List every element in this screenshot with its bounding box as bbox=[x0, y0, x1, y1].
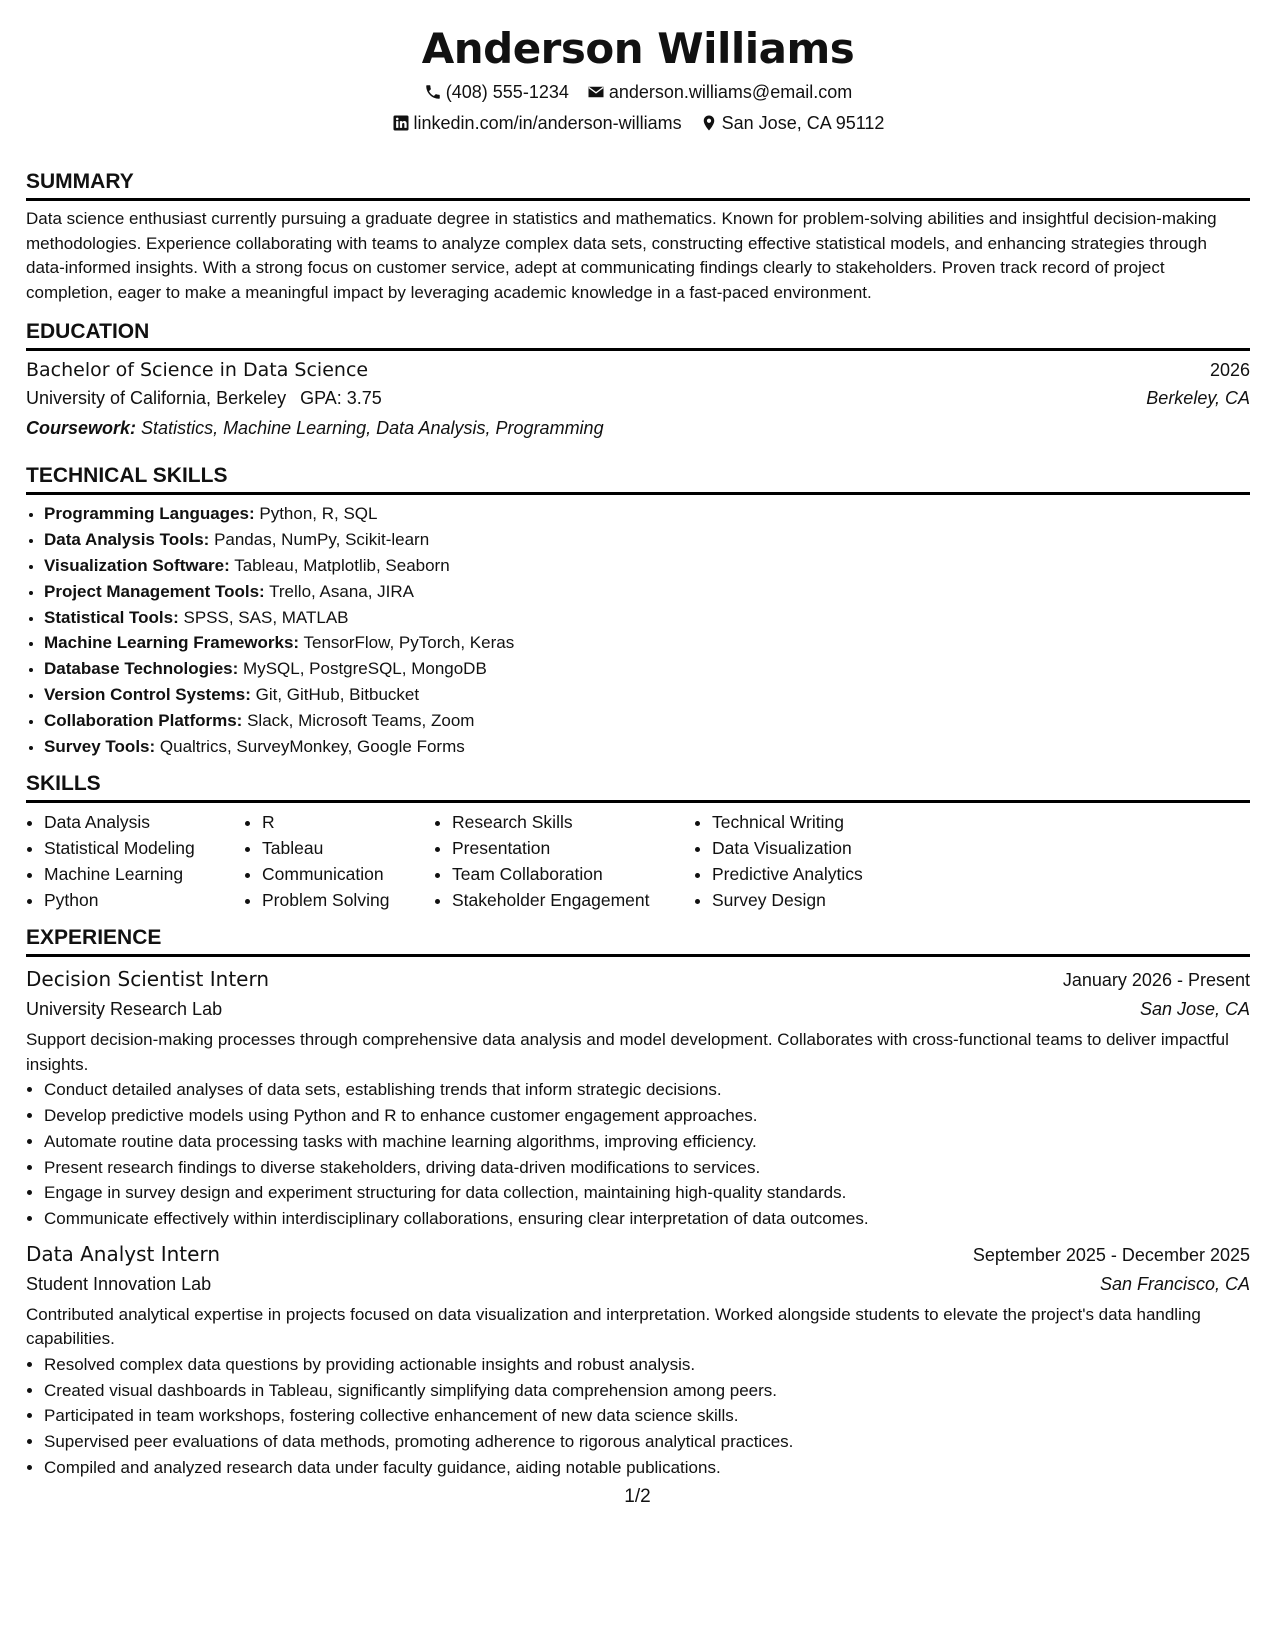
job-organization: Student Innovation Lab bbox=[26, 1273, 212, 1294]
skill-category: Survey Tools: bbox=[44, 736, 156, 756]
map-pin-icon bbox=[700, 114, 718, 132]
list-item bbox=[44, 501, 1250, 527]
gpa: GPA: 3.75 bbox=[300, 388, 382, 409]
job-entry bbox=[26, 965, 1250, 1232]
list-item: • Communication bbox=[262, 861, 434, 887]
section-title-technical-skills: TECHNICAL SKILLS bbox=[26, 463, 1250, 495]
coursework bbox=[26, 413, 1250, 443]
school-name: University of California, Berkeley bbox=[26, 388, 287, 409]
list-item: • Research Skills bbox=[452, 809, 694, 835]
list-item: • R bbox=[262, 809, 434, 835]
phone-contact bbox=[424, 80, 569, 104]
list-item: • Data Visualization bbox=[712, 835, 912, 861]
skills-section bbox=[26, 771, 1250, 913]
skill-values: Trello, Asana, JIRA bbox=[269, 581, 415, 601]
skill-values: Qualtrics, SurveyMonkey, Google Forms bbox=[159, 736, 465, 756]
list-item bbox=[44, 605, 1250, 631]
resume-page bbox=[26, 0, 1250, 1481]
skill-values: Python, R, SQL bbox=[259, 504, 378, 524]
skill-values: Tableau, Matplotlib, Seaborn bbox=[234, 555, 450, 575]
email-address[interactable]: anderson.williams@email.com bbox=[608, 82, 853, 102]
skill-category: Machine Learning Frameworks: bbox=[44, 633, 300, 653]
list-item: • Present research findings to diverse stakeholders, driving data-driven modifications to services. bbox=[44, 1155, 1250, 1181]
coursework-label: Coursework: bbox=[26, 418, 137, 439]
job-entry bbox=[26, 1240, 1250, 1481]
skills-column bbox=[694, 809, 912, 913]
education-section bbox=[26, 319, 1250, 443]
list-item: • Compiled and analyzed research data under faculty guidance, aiding notable publications. bbox=[44, 1455, 1250, 1481]
section-title-skills: SKILLS bbox=[26, 771, 1250, 803]
skill-category: Visualization Software: bbox=[44, 555, 230, 575]
list-item bbox=[44, 682, 1250, 708]
skills-column bbox=[434, 809, 694, 913]
list-item bbox=[44, 708, 1250, 734]
page-number: 1/2 bbox=[624, 1486, 651, 1507]
list-item: • Technical Writing bbox=[712, 809, 912, 835]
email-contact bbox=[587, 80, 852, 104]
skill-category: Collaboration Platforms: bbox=[44, 710, 243, 730]
list-item: • Conduct detailed analyses of data sets, establishing trends that inform strategic decisions. bbox=[44, 1077, 1250, 1103]
education-school-row bbox=[26, 383, 1250, 413]
job-location: San Francisco, CA bbox=[1099, 1273, 1250, 1294]
list-item: • Stakeholder Engagement bbox=[452, 887, 694, 913]
list-item: • Survey Design bbox=[712, 887, 912, 913]
skill-values: MySQL, PostgreSQL, MongoDB bbox=[243, 659, 487, 679]
list-item: • Presentation bbox=[452, 835, 694, 861]
education-header-row bbox=[26, 357, 1250, 383]
job-dates: January 2026 - Present bbox=[1062, 970, 1250, 991]
phone-number[interactable]: (408) 555-1234 bbox=[445, 82, 569, 102]
technical-skills-section bbox=[26, 463, 1250, 759]
job-org-row bbox=[26, 1269, 1250, 1299]
skill-values: Git, GitHub, Bitbucket bbox=[255, 684, 420, 704]
list-item: • Predictive Analytics bbox=[712, 861, 912, 887]
list-item: • Tableau bbox=[262, 835, 434, 861]
linkedin-icon bbox=[392, 114, 410, 132]
envelope-icon bbox=[587, 83, 605, 101]
location-text: San Jose, CA 95112 bbox=[721, 113, 885, 133]
experience-section bbox=[26, 925, 1250, 1480]
school-location: Berkeley, CA bbox=[1146, 388, 1250, 409]
list-item: • Resolved complex data questions by providing actionable insights and robust analysis. bbox=[44, 1352, 1250, 1378]
skill-values: Pandas, NumPy, Scikit-learn bbox=[214, 530, 430, 550]
skill-category: Programming Languages: bbox=[44, 504, 255, 524]
skill-category: Project Management Tools: bbox=[44, 581, 265, 601]
list-item: • Team Collaboration bbox=[452, 861, 694, 887]
skills-grid bbox=[26, 809, 1250, 913]
skill-values: SPSS, SAS, MATLAB bbox=[183, 607, 349, 627]
phone-icon bbox=[424, 83, 442, 101]
linkedin-contact bbox=[392, 111, 682, 135]
list-item: • Data Analysis bbox=[44, 809, 244, 835]
summary-text: Data science enthusiast currently pursuing a graduate degree in statistics and mathematics. Known for problem-solving abilities and insightful decision-making methodologies. Experience collaborating with teams to analyze complex data sets, constructing effective statistical models, and enhancing strategies through data-informed insights. With a strong focus on customer service, adept at communicating findings clearly to stakeholders. Proven track record of project completion, eager to make a meaningful impact by leveraging academic knowledge in a fast-paced environment. bbox=[26, 209, 1217, 302]
skill-category: Statistical Tools: bbox=[44, 607, 179, 627]
list-item bbox=[44, 734, 1250, 760]
contact-row-2 bbox=[26, 111, 1250, 135]
list-item: • Participated in team workshops, fostering collective enhancement of new data science skills. bbox=[44, 1403, 1250, 1429]
technical-skills-list bbox=[26, 501, 1250, 759]
list-item: • Machine Learning bbox=[44, 861, 244, 887]
coursework-list: Statistics, Machine Learning, Data Analysis, Programming bbox=[141, 418, 604, 439]
job-title: Data Analyst Intern bbox=[26, 1241, 221, 1266]
skills-column bbox=[26, 809, 244, 913]
summary-section bbox=[26, 169, 1250, 305]
job-org-row bbox=[26, 994, 1250, 1024]
section-title-experience: EXPERIENCE bbox=[26, 925, 1250, 957]
list-item: • Python bbox=[44, 887, 244, 913]
skill-values: TensorFlow, PyTorch, Keras bbox=[303, 633, 515, 653]
candidate-name: Anderson Williams bbox=[421, 24, 855, 73]
job-organization: University Research Lab bbox=[26, 999, 223, 1020]
list-item: • Communicate effectively within interdisciplinary collaborations, ensuring clear interpretation of data outcomes. bbox=[44, 1206, 1250, 1232]
skill-category: Database Technologies: bbox=[44, 659, 239, 679]
section-title-summary: SUMMARY bbox=[26, 169, 1250, 201]
list-item: • Supervised peer evaluations of data methods, promoting adherence to rigorous analytical practices. bbox=[44, 1429, 1250, 1455]
job-title: Decision Scientist Intern bbox=[26, 967, 270, 992]
section-title-education: EDUCATION bbox=[26, 319, 1250, 351]
list-item: • Created visual dashboards in Tableau, significantly simplifying data comprehension among peers. bbox=[44, 1378, 1250, 1404]
job-description: Contributed analytical expertise in projects focused on data visualization and interpretation. Worked alongside students to elevate the project's data handling capabilities. bbox=[26, 1304, 1201, 1349]
job-header-row bbox=[26, 965, 1250, 994]
list-item: • Develop predictive models using Python and R to enhance customer engagement approaches. bbox=[44, 1103, 1250, 1129]
job-header-row bbox=[26, 1240, 1250, 1269]
graduation-year: 2026 bbox=[1209, 360, 1250, 381]
list-item: • Problem Solving bbox=[262, 887, 434, 913]
skill-category: Data Analysis Tools: bbox=[44, 530, 210, 550]
job-dates: September 2025 - December 2025 bbox=[972, 1244, 1250, 1265]
job-bullets bbox=[26, 1077, 1250, 1232]
contact-row-1 bbox=[26, 80, 1250, 104]
location-contact bbox=[700, 111, 885, 135]
list-item: • Statistical Modeling bbox=[44, 835, 244, 861]
linkedin-url[interactable]: linkedin.com/in/anderson-williams bbox=[413, 113, 682, 133]
job-bullets bbox=[26, 1352, 1250, 1481]
skill-category: Version Control Systems: bbox=[44, 684, 251, 704]
skills-column bbox=[244, 809, 434, 913]
list-item bbox=[44, 656, 1250, 682]
job-location: San Jose, CA bbox=[1139, 999, 1250, 1020]
skill-values: Slack, Microsoft Teams, Zoom bbox=[247, 710, 475, 730]
list-item bbox=[44, 553, 1250, 579]
job-description: Support decision-making processes through comprehensive data analysis and model development. Collaborates with cross-functional teams to deliver impactful insights. bbox=[26, 1030, 1229, 1074]
list-item bbox=[44, 527, 1250, 553]
list-item: • Automate routine data processing tasks with machine learning algorithms, improving efficiency. bbox=[44, 1129, 1250, 1155]
degree-title: Bachelor of Science in Data Science bbox=[26, 359, 369, 382]
list-item: • Engage in survey design and experiment structuring for data collection, maintaining high-quality standards. bbox=[44, 1180, 1250, 1206]
list-item bbox=[44, 630, 1250, 656]
list-item bbox=[44, 579, 1250, 605]
